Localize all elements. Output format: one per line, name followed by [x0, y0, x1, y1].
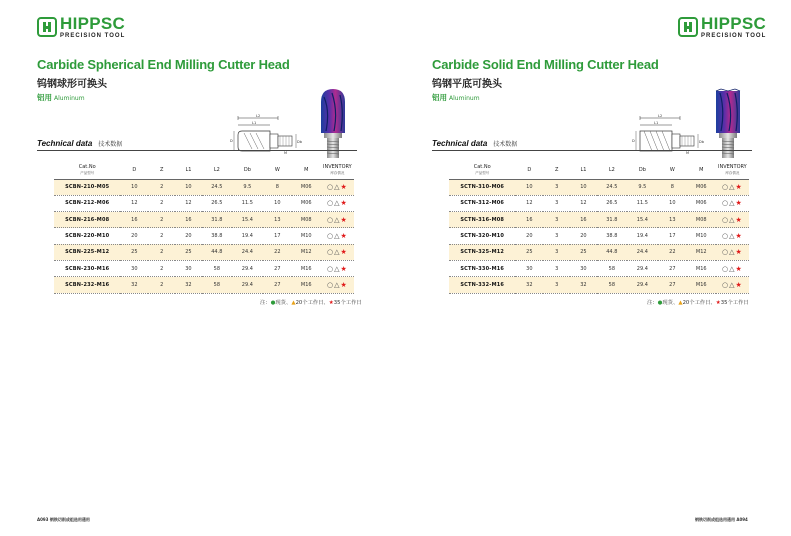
circle-icon: ○ — [721, 199, 730, 208]
col-w: W — [263, 162, 292, 179]
inventory-status — [716, 195, 749, 211]
hippsc-logo-icon — [37, 17, 57, 37]
technical-data-en: Technical data — [432, 139, 488, 148]
heading-divider — [432, 150, 752, 151]
triangle-icon: △ — [334, 215, 341, 224]
cell-db: 24.4 — [232, 244, 263, 260]
spec-table-right — [449, 162, 749, 294]
flat-end-tool-photo — [713, 87, 743, 165]
cell-d: 12 — [120, 195, 148, 211]
cell-w: 27 — [658, 277, 687, 293]
inventory-status — [321, 195, 354, 211]
col-inventory: INVENTORY 库存情况 — [321, 162, 354, 179]
material-en: Aluminum — [449, 95, 480, 102]
cell-z: 3 — [543, 277, 570, 293]
col-d: D — [120, 162, 148, 179]
cell-m: M16 — [292, 277, 321, 293]
col-z: Z — [543, 162, 570, 179]
drawing-label-l1: L1 — [654, 121, 659, 125]
cell-d: 12 — [515, 195, 543, 211]
inventory-status — [321, 179, 354, 195]
material-cn: 铝用 — [432, 93, 447, 102]
cell-d: 16 — [515, 212, 543, 228]
right-page — [395, 0, 791, 536]
circle-icon: ○ — [326, 215, 335, 224]
cell-d: 25 — [515, 244, 543, 260]
cell-z: 2 — [148, 228, 175, 244]
table-row — [54, 228, 354, 244]
star-icon: ★ — [735, 199, 743, 208]
triangle-icon: △ — [729, 199, 736, 208]
cell-w: 22 — [658, 244, 687, 260]
cell-l2: 38.8 — [597, 228, 627, 244]
cell-l1: 20 — [175, 228, 202, 244]
cell-code: SCBN-220-M10 — [54, 228, 120, 244]
col-l2: L2 — [597, 162, 627, 179]
brand-name: HIPPSC — [60, 14, 126, 33]
inventory-status — [321, 228, 354, 244]
product-title-cn: 钨钢平底可换头 — [432, 79, 502, 90]
star-icon: ★ — [340, 183, 348, 192]
cell-l2: 58 — [202, 260, 232, 276]
cell-d: 30 — [515, 260, 543, 276]
drawing-label-l1: L1 — [252, 121, 257, 125]
triangle-icon: △ — [729, 280, 736, 289]
triangle-icon: △ — [729, 183, 736, 192]
inventory-status — [321, 277, 354, 293]
cell-code: SCTN-325-M12 — [449, 244, 515, 260]
inventory-status — [716, 244, 749, 260]
inventory-status — [716, 212, 749, 228]
drawing-label-db: Db — [699, 140, 704, 144]
technical-data-heading — [432, 139, 517, 148]
triangle-icon: △ — [334, 248, 341, 257]
star-icon: ★ — [735, 183, 743, 192]
table-row — [449, 260, 749, 276]
cell-m: M12 — [687, 244, 716, 260]
cell-d: 25 — [120, 244, 148, 260]
yellow-triangle-icon: ▲ — [291, 300, 296, 306]
drawing-label-l2: L2 — [256, 114, 261, 118]
page-footer-left: A093 钢铁切削成组选用通用 — [37, 517, 90, 522]
star-icon: ★ — [735, 248, 743, 257]
drawing-label-m: M — [284, 151, 288, 155]
page-footer-right: 钢铁切削成组选用通用 A094 — [695, 517, 748, 522]
star-icon: ★ — [735, 232, 743, 241]
cell-z: 3 — [543, 195, 570, 211]
table-row — [449, 244, 749, 260]
cell-w: 8 — [263, 179, 292, 195]
cell-db: 24.4 — [627, 244, 658, 260]
cell-db: 29.4 — [232, 260, 263, 276]
cell-l1: 12 — [175, 195, 202, 211]
col-inventory: INVENTORY 库存情况 — [716, 162, 749, 179]
triangle-icon: △ — [334, 183, 341, 192]
col-cat-no: Cat.No 产品型号 — [449, 162, 515, 179]
cell-l1: 25 — [570, 244, 597, 260]
cell-db: 29.4 — [627, 260, 658, 276]
inventory-status — [321, 212, 354, 228]
circle-icon: ○ — [721, 248, 730, 257]
table-row — [54, 212, 354, 228]
cell-w: 22 — [263, 244, 292, 260]
cell-z: 2 — [148, 179, 175, 195]
circle-icon: ○ — [326, 264, 335, 273]
cell-db: 11.5 — [232, 195, 263, 211]
cell-l2: 44.8 — [597, 244, 627, 260]
cell-m: M10 — [687, 228, 716, 244]
table-row — [449, 195, 749, 211]
left-page — [0, 0, 395, 536]
cell-d: 20 — [120, 228, 148, 244]
drawing-label-l2: L2 — [658, 114, 663, 118]
col-l1: L1 — [175, 162, 202, 179]
col-cat-no: Cat.No 产品型号 — [54, 162, 120, 179]
col-m: M — [292, 162, 321, 179]
cell-code: SCTN-330-M16 — [449, 260, 515, 276]
circle-icon: ○ — [326, 199, 335, 208]
cell-l1: 10 — [175, 179, 202, 195]
cell-d: 16 — [120, 212, 148, 228]
table-row — [54, 244, 354, 260]
cell-w: 13 — [263, 212, 292, 228]
ball-end-tool-photo — [318, 87, 348, 165]
material-en: Aluminum — [54, 95, 85, 102]
circle-icon: ○ — [326, 232, 335, 241]
star-icon: ★ — [735, 215, 743, 224]
star-icon: ★ — [735, 280, 743, 289]
cell-d: 10 — [120, 179, 148, 195]
cell-m: M08 — [687, 212, 716, 228]
heading-divider — [37, 150, 357, 151]
inventory-status — [716, 228, 749, 244]
table-row — [449, 212, 749, 228]
col-w: W — [658, 162, 687, 179]
product-title-cn: 钨钢球形可换头 — [37, 79, 107, 90]
technical-data-heading — [37, 139, 122, 148]
drawing-label-m: M — [686, 151, 690, 155]
circle-icon: ○ — [721, 280, 730, 289]
material-label — [432, 92, 480, 103]
drawing-label-d: D — [230, 139, 233, 143]
green-dot-icon: ● — [270, 300, 276, 306]
cell-m: M10 — [292, 228, 321, 244]
cell-z: 3 — [543, 244, 570, 260]
brand-subtitle: PRECISION TOOL — [701, 33, 767, 39]
circle-icon: ○ — [721, 183, 730, 192]
cell-w: 17 — [658, 228, 687, 244]
circle-icon: ○ — [326, 183, 335, 192]
cell-db: 15.4 — [232, 212, 263, 228]
col-db: Db — [627, 162, 658, 179]
cell-z: 3 — [543, 228, 570, 244]
table-header-row — [449, 162, 749, 179]
product-title-en: Carbide Solid End Milling Cutter Head — [432, 57, 659, 72]
drawing-label-d: D — [632, 139, 635, 143]
cell-l2: 31.8 — [597, 212, 627, 228]
inventory-status — [716, 260, 749, 276]
cell-code: SCBN-210-M05 — [54, 179, 120, 195]
col-db: Db — [232, 162, 263, 179]
star-icon: ★ — [735, 264, 743, 273]
technical-data-en: Technical data — [37, 139, 93, 148]
inventory-status — [716, 179, 749, 195]
cell-l2: 26.5 — [597, 195, 627, 211]
cell-z: 3 — [543, 212, 570, 228]
star-icon: ★ — [340, 215, 348, 224]
red-star-icon: ★ — [715, 300, 721, 306]
cell-z: 2 — [148, 260, 175, 276]
table-header-row — [54, 162, 354, 179]
yellow-triangle-icon: ▲ — [678, 300, 683, 306]
cell-db: 15.4 — [627, 212, 658, 228]
cell-z: 2 — [148, 244, 175, 260]
cell-l1: 16 — [175, 212, 202, 228]
cell-m: M08 — [292, 212, 321, 228]
cell-db: 11.5 — [627, 195, 658, 211]
cell-l1: 30 — [570, 260, 597, 276]
brand-logo — [37, 15, 125, 39]
triangle-icon: △ — [334, 199, 341, 208]
cell-m: M16 — [687, 277, 716, 293]
brand-logo — [678, 15, 766, 39]
inventory-note: 注：●现货、▲20个工作日、★35个工作日 — [260, 300, 362, 306]
cell-l2: 38.8 — [202, 228, 232, 244]
cell-code: SCTN-312-M06 — [449, 195, 515, 211]
cell-db: 19.4 — [232, 228, 263, 244]
material-label — [37, 92, 85, 103]
cell-db: 19.4 — [627, 228, 658, 244]
cell-m: M16 — [687, 260, 716, 276]
col-l1: L1 — [570, 162, 597, 179]
technical-data-cn: 技术数据 — [98, 141, 123, 148]
spec-table-left — [54, 162, 354, 294]
star-icon: ★ — [340, 280, 348, 289]
cell-m: M06 — [687, 179, 716, 195]
cell-w: 27 — [263, 277, 292, 293]
cell-l2: 24.5 — [597, 179, 627, 195]
inventory-status — [716, 277, 749, 293]
table-row — [54, 260, 354, 276]
col-m: M — [687, 162, 716, 179]
circle-icon: ○ — [326, 280, 335, 289]
col-d: D — [515, 162, 543, 179]
triangle-icon: △ — [729, 248, 736, 257]
red-star-icon: ★ — [328, 300, 334, 306]
table-row — [54, 195, 354, 211]
star-icon: ★ — [340, 264, 348, 273]
brand-subtitle: PRECISION TOOL — [60, 33, 126, 39]
technical-data-cn: 技术数据 — [493, 141, 518, 148]
cell-z: 2 — [148, 195, 175, 211]
circle-icon: ○ — [721, 264, 730, 273]
cell-l1: 25 — [175, 244, 202, 260]
cell-l2: 58 — [597, 260, 627, 276]
cell-z: 3 — [543, 179, 570, 195]
cell-d: 30 — [120, 260, 148, 276]
cell-w: 27 — [658, 260, 687, 276]
cell-code: SCTN-316-M08 — [449, 212, 515, 228]
cell-w: 10 — [658, 195, 687, 211]
triangle-icon: △ — [729, 215, 736, 224]
cell-l1: 16 — [570, 212, 597, 228]
triangle-icon: △ — [729, 264, 736, 273]
cell-m: M06 — [687, 195, 716, 211]
cell-l1: 32 — [175, 277, 202, 293]
triangle-icon: △ — [334, 280, 341, 289]
cell-l1: 30 — [175, 260, 202, 276]
cell-l2: 24.5 — [202, 179, 232, 195]
table-row — [54, 277, 354, 293]
cell-d: 32 — [515, 277, 543, 293]
table-row — [449, 277, 749, 293]
cell-d: 10 — [515, 179, 543, 195]
product-title-en: Carbide Spherical End Milling Cutter Head — [37, 57, 290, 72]
star-icon: ★ — [340, 248, 348, 257]
col-z: Z — [148, 162, 175, 179]
star-icon: ★ — [340, 232, 348, 241]
cell-m: M12 — [292, 244, 321, 260]
inventory-status — [321, 244, 354, 260]
brand-name: HIPPSC — [701, 14, 767, 33]
cell-l2: 58 — [597, 277, 627, 293]
cell-db: 29.4 — [232, 277, 263, 293]
triangle-icon: △ — [729, 232, 736, 241]
inventory-note: 注：●现货、▲20个工作日、★35个工作日 — [647, 300, 749, 306]
cell-l1: 10 — [570, 179, 597, 195]
cell-code: SCBN-225-M12 — [54, 244, 120, 260]
drawing-label-db: Db — [297, 140, 302, 144]
cell-db: 9.5 — [627, 179, 658, 195]
circle-icon: ○ — [721, 215, 730, 224]
cell-code: SCBN-230-M16 — [54, 260, 120, 276]
cell-l2: 26.5 — [202, 195, 232, 211]
cell-w: 10 — [263, 195, 292, 211]
cell-code: SCBN-212-M06 — [54, 195, 120, 211]
cell-m: M16 — [292, 260, 321, 276]
cell-code: SCBN-232-M16 — [54, 277, 120, 293]
hippsc-logo-icon — [678, 17, 698, 37]
cell-l2: 58 — [202, 277, 232, 293]
cell-w: 13 — [658, 212, 687, 228]
circle-icon: ○ — [326, 248, 335, 257]
cell-z: 2 — [148, 212, 175, 228]
cell-m: M06 — [292, 195, 321, 211]
green-dot-icon: ● — [657, 300, 663, 306]
cell-l1: 32 — [570, 277, 597, 293]
material-cn: 铝用 — [37, 93, 52, 102]
cell-db: 29.4 — [627, 277, 658, 293]
cell-db: 9.5 — [232, 179, 263, 195]
cell-d: 20 — [515, 228, 543, 244]
cell-code: SCBN-216-M08 — [54, 212, 120, 228]
table-row — [449, 228, 749, 244]
col-l2: L2 — [202, 162, 232, 179]
cell-code: SCTN-332-M16 — [449, 277, 515, 293]
inventory-status — [321, 260, 354, 276]
cell-code: SCTN-310-M06 — [449, 179, 515, 195]
star-icon: ★ — [340, 199, 348, 208]
cell-l1: 12 — [570, 195, 597, 211]
table-row — [54, 179, 354, 195]
cell-code: SCTN-320-M10 — [449, 228, 515, 244]
cell-z: 3 — [543, 260, 570, 276]
cell-l2: 44.8 — [202, 244, 232, 260]
cell-l2: 31.8 — [202, 212, 232, 228]
circle-icon: ○ — [721, 232, 730, 241]
table-row — [449, 179, 749, 195]
cell-w: 17 — [263, 228, 292, 244]
cell-w: 8 — [658, 179, 687, 195]
cell-d: 32 — [120, 277, 148, 293]
triangle-icon: △ — [334, 232, 341, 241]
cell-m: M06 — [292, 179, 321, 195]
triangle-icon: △ — [334, 264, 341, 273]
cell-z: 2 — [148, 277, 175, 293]
cell-w: 27 — [263, 260, 292, 276]
cell-l1: 20 — [570, 228, 597, 244]
